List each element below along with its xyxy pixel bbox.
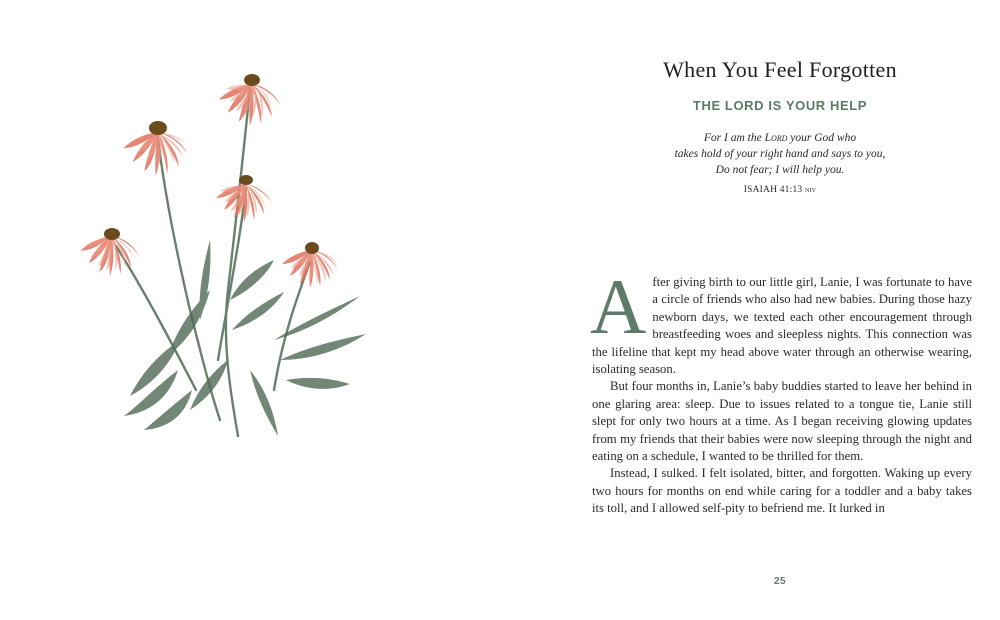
chapter-subtitle: THE LORD IS YOUR HELP [692, 98, 868, 113]
verse-line-3: Do not fear; I will help you. [715, 164, 845, 176]
verse-line-2: takes hold of your right hand and says to you, [674, 148, 886, 160]
verse-reference: ISAIAH 41:13 [743, 185, 803, 195]
body-text [590, 263, 972, 518]
watercolor-coneflowers-image [60, 40, 420, 480]
paragraph-1 [590, 263, 972, 378]
verse-line-1 [580, 130, 980, 146]
chapter-title: When You Feel Forgotten [663, 57, 897, 82]
coneflower-illustration [60, 40, 420, 480]
drop-cap: A [590, 263, 647, 350]
right-page [580, 0, 980, 620]
verse-lord-small-caps: Lord [764, 132, 788, 144]
paragraph-3: Instead, I sulked. I felt isolated, bitter, and forgotten. Waking up every two hours for months on end while caring for a toddler and a baby takes its toll, and I allowed self-pity to befriend me. It lurked in [592, 466, 972, 516]
bible-version: niv [804, 184, 817, 194]
verse-citation [580, 184, 980, 195]
page-number: 25 [773, 576, 787, 587]
verse-line-1-before: For I am the [703, 132, 765, 144]
paragraph-2: But four months in, Lanie’s baby buddies started to leave her behind in one glaring area: sleep. Due to issues related to a tongue tie, Lanie still slept for only two hours at a time. As I began receiving glowing updates from my friends that their babies were now sleeping through the night and eating on a schedule, I wanted to be thrilled for them. [592, 379, 972, 464]
paragraph-1-text: fter giving birth to our little girl, Lanie, I was fortunate to have a circle of friends who also had new babies. During those hazy newborn days, we texted each other encouragement through breastfeeding woes and sleepless nights. This connection was the lifeline that kept my head above water through an otherwise wearing, isolating season. [592, 275, 972, 377]
verse-line-1-after: your God who [787, 132, 857, 144]
scripture-verse [580, 130, 980, 178]
